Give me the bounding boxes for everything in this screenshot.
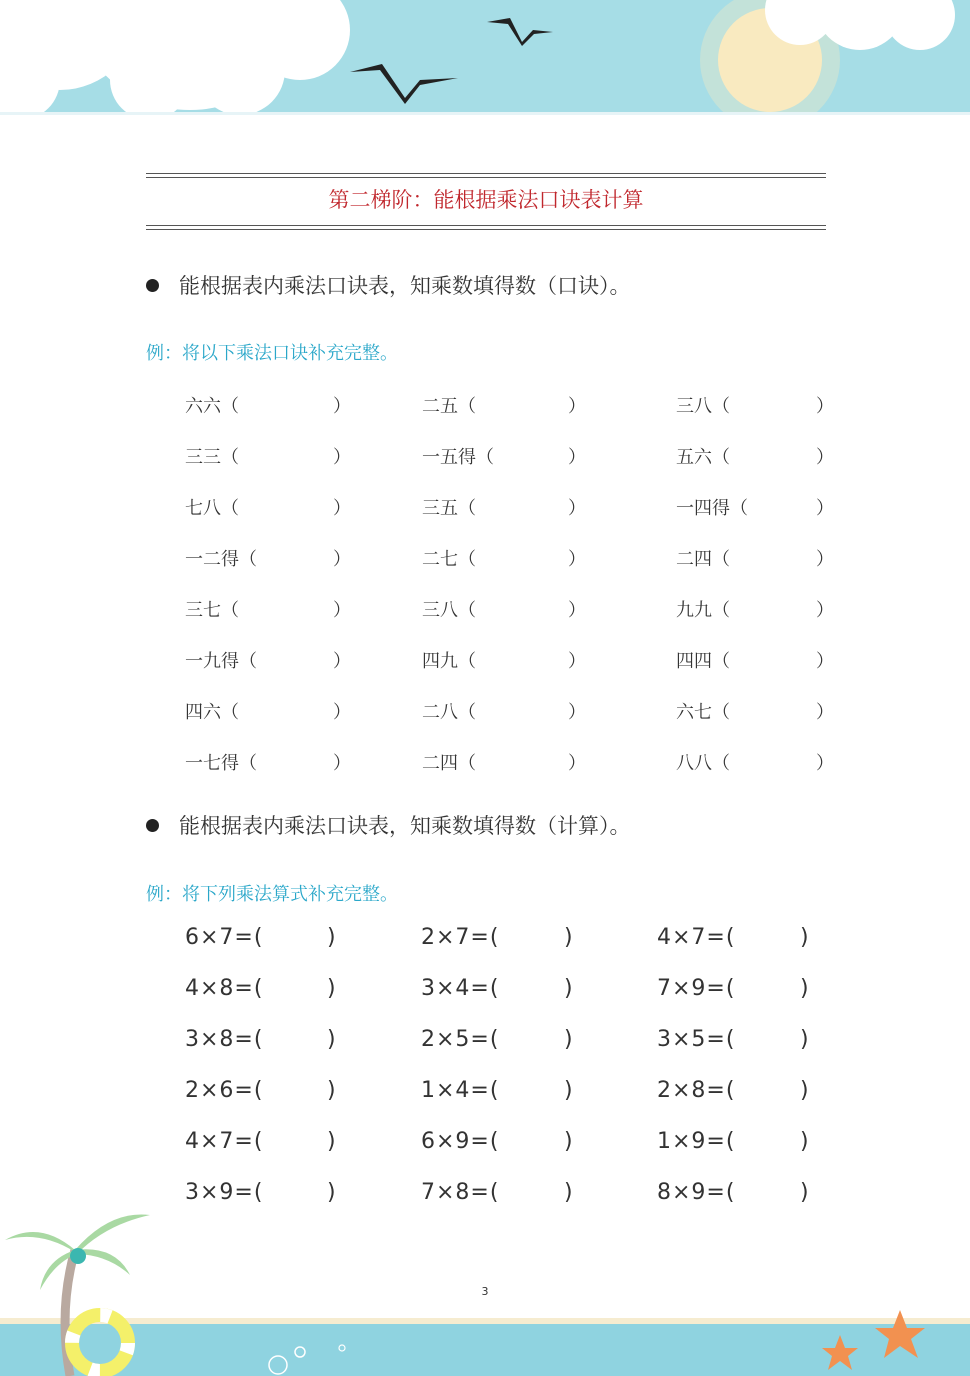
close-paren: ） — [333, 396, 351, 417]
exercise-row — [0, 1127, 970, 1157]
exercise-prompt: 四四（ — [676, 651, 730, 672]
bullet-icon — [146, 819, 159, 832]
close-paren: ) — [327, 925, 337, 950]
bullet-icon — [146, 279, 159, 292]
close-paren: ) — [564, 925, 574, 950]
exercise-item — [422, 596, 587, 626]
exercise-item — [657, 1076, 817, 1106]
exercise-row — [0, 1025, 970, 1055]
exercise-item — [422, 494, 587, 524]
exercise-item — [185, 698, 350, 728]
exercise-prompt: 三八（ — [422, 600, 476, 621]
close-paren: ) — [564, 976, 574, 1001]
section2-heading: 能根据表内乘法口诀表，知乘数填得数（计算）。 — [179, 814, 631, 838]
close-paren: ) — [327, 1129, 337, 1154]
exercise-item — [421, 974, 581, 1004]
close-paren: ） — [568, 753, 586, 774]
exercise-prompt: 3×9=( — [185, 1180, 264, 1205]
exercise-prompt: 二四（ — [676, 549, 730, 570]
exercise-item — [676, 698, 836, 728]
exercise-item — [676, 749, 836, 779]
close-paren: ) — [800, 1129, 810, 1154]
close-paren: ) — [327, 976, 337, 1001]
close-paren: ） — [568, 447, 586, 468]
header-sky-illustration — [0, 0, 970, 115]
exercise-prompt: 6×9=( — [421, 1129, 500, 1154]
exercise-prompt: 四六（ — [185, 702, 239, 723]
exercise-item — [185, 443, 350, 473]
exercise-item — [185, 923, 345, 953]
exercise-item — [185, 749, 350, 779]
exercise-item — [185, 494, 350, 524]
close-paren: ） — [816, 447, 834, 468]
close-paren: ） — [333, 651, 351, 672]
close-paren: ) — [564, 1180, 574, 1205]
exercise-prompt: 4×7=( — [657, 925, 736, 950]
exercise-prompt: 2×7=( — [421, 925, 500, 950]
exercise-item — [676, 596, 836, 626]
exercise-prompt: 八八（ — [676, 753, 730, 774]
exercise-prompt: 3×5=( — [657, 1027, 736, 1052]
exercise-prompt: 3×8=( — [185, 1027, 264, 1052]
exercise-prompt: 2×5=( — [421, 1027, 500, 1052]
exercise-prompt: 二五（ — [422, 396, 476, 417]
close-paren: ） — [816, 753, 834, 774]
close-paren: ) — [800, 976, 810, 1001]
exercise-item — [422, 749, 587, 779]
title-box — [146, 173, 826, 231]
close-paren: ） — [333, 702, 351, 723]
exercise-row — [0, 974, 970, 1004]
exercise-row — [0, 1076, 970, 1106]
exercise-prompt: 一二得（ — [185, 549, 257, 570]
section2-heading-line — [146, 811, 631, 841]
exercise-prompt: 三三（ — [185, 447, 239, 468]
page-number: 3 — [481, 1285, 489, 1298]
close-paren: ） — [568, 600, 586, 621]
close-paren: ） — [568, 549, 586, 570]
exercise-item — [657, 923, 817, 953]
exercise-prompt: 二七（ — [422, 549, 476, 570]
exercise-prompt: 四九（ — [422, 651, 476, 672]
exercise-prompt: 4×7=( — [185, 1129, 264, 1154]
exercise-prompt: 九九（ — [676, 600, 730, 621]
close-paren: ) — [564, 1078, 574, 1103]
close-paren: ) — [327, 1027, 337, 1052]
exercise-prompt: 二四（ — [422, 753, 476, 774]
exercise-item — [185, 1076, 345, 1106]
exercise-item — [185, 647, 350, 677]
close-paren: ） — [816, 651, 834, 672]
exercise-row — [0, 923, 970, 953]
exercise-prompt: 4×8=( — [185, 976, 264, 1001]
exercise-item — [185, 596, 350, 626]
exercise-prompt: 3×4=( — [421, 976, 500, 1001]
exercise-row — [0, 749, 970, 779]
exercise-prompt: 一五得（ — [422, 447, 494, 468]
exercise-prompt: 1×4=( — [421, 1078, 500, 1103]
exercise-prompt: 7×9=( — [657, 976, 736, 1001]
exercise-item — [422, 443, 587, 473]
close-paren: ） — [816, 498, 834, 519]
close-paren: ） — [816, 549, 834, 570]
exercise-item — [657, 1025, 817, 1055]
exercise-item — [185, 1127, 345, 1157]
exercise-prompt: 一四得（ — [676, 498, 748, 519]
exercise-prompt: 7×8=( — [421, 1180, 500, 1205]
close-paren: ） — [568, 396, 586, 417]
close-paren: ) — [564, 1129, 574, 1154]
exercise-item — [676, 494, 836, 524]
section2-example: 例：将下列乘法算式补充完整。 — [146, 884, 398, 905]
close-paren: ） — [333, 600, 351, 621]
exercise-item — [185, 392, 350, 422]
close-paren: ) — [800, 925, 810, 950]
exercise-prompt: 三八（ — [676, 396, 730, 417]
exercise-prompt: 三五（ — [422, 498, 476, 519]
exercise-prompt: 2×6=( — [185, 1078, 264, 1103]
close-paren: ） — [816, 702, 834, 723]
exercise-prompt: 8×9=( — [657, 1180, 736, 1205]
exercise-item — [422, 647, 587, 677]
close-paren: ） — [816, 396, 834, 417]
close-paren: ) — [564, 1027, 574, 1052]
page-title: 第二梯阶：能根据乘法口诀表计算 — [328, 188, 644, 212]
exercise-item — [421, 1127, 581, 1157]
exercise-prompt: 三七（ — [185, 600, 239, 621]
close-paren: ) — [327, 1078, 337, 1103]
close-paren: ） — [568, 498, 586, 519]
close-paren: ) — [800, 1027, 810, 1052]
exercise-prompt: 五六（ — [676, 447, 730, 468]
close-paren: ） — [333, 498, 351, 519]
exercise-item — [422, 698, 587, 728]
close-paren: ) — [327, 1180, 337, 1205]
section1-heading-line — [146, 271, 631, 301]
exercise-prompt: 1×9=( — [657, 1129, 736, 1154]
close-paren: ） — [568, 702, 586, 723]
close-paren: ） — [333, 549, 351, 570]
close-paren: ) — [800, 1180, 810, 1205]
exercise-prompt: 二八（ — [422, 702, 476, 723]
exercise-item — [657, 974, 817, 1004]
close-paren: ) — [800, 1078, 810, 1103]
exercise-row — [0, 596, 970, 626]
exercise-item — [676, 392, 836, 422]
exercise-row — [0, 443, 970, 473]
exercise-item — [421, 1076, 581, 1106]
exercise-item — [421, 923, 581, 953]
exercise-item — [676, 647, 836, 677]
exercise-prompt: 一七得（ — [185, 753, 257, 774]
exercise-row — [0, 545, 970, 575]
exercise-prompt: 6×7=( — [185, 925, 264, 950]
exercise-item — [676, 545, 836, 575]
exercise-item — [422, 392, 587, 422]
exercise-item — [676, 443, 836, 473]
exercise-item — [422, 545, 587, 575]
exercise-row — [0, 392, 970, 422]
exercise-item — [657, 1127, 817, 1157]
exercise-prompt: 七八（ — [185, 498, 239, 519]
exercise-prompt: 一九得（ — [185, 651, 257, 672]
exercise-prompt: 2×8=( — [657, 1078, 736, 1103]
exercise-prompt: 六六（ — [185, 396, 239, 417]
exercise-row — [0, 647, 970, 677]
section1-example: 例：将以下乘法口诀补充完整。 — [146, 343, 398, 364]
close-paren: ） — [816, 600, 834, 621]
close-paren: ） — [333, 753, 351, 774]
exercise-item — [185, 545, 350, 575]
close-paren: ） — [568, 651, 586, 672]
exercise-item — [421, 1025, 581, 1055]
close-paren: ） — [333, 447, 351, 468]
section1-heading: 能根据表内乘法口诀表，知乘数填得数（口诀）。 — [179, 274, 631, 298]
exercise-row — [0, 494, 970, 524]
exercise-prompt: 六七（ — [676, 702, 730, 723]
exercise-item — [185, 974, 345, 1004]
exercise-row — [0, 698, 970, 728]
exercise-item — [185, 1025, 345, 1055]
